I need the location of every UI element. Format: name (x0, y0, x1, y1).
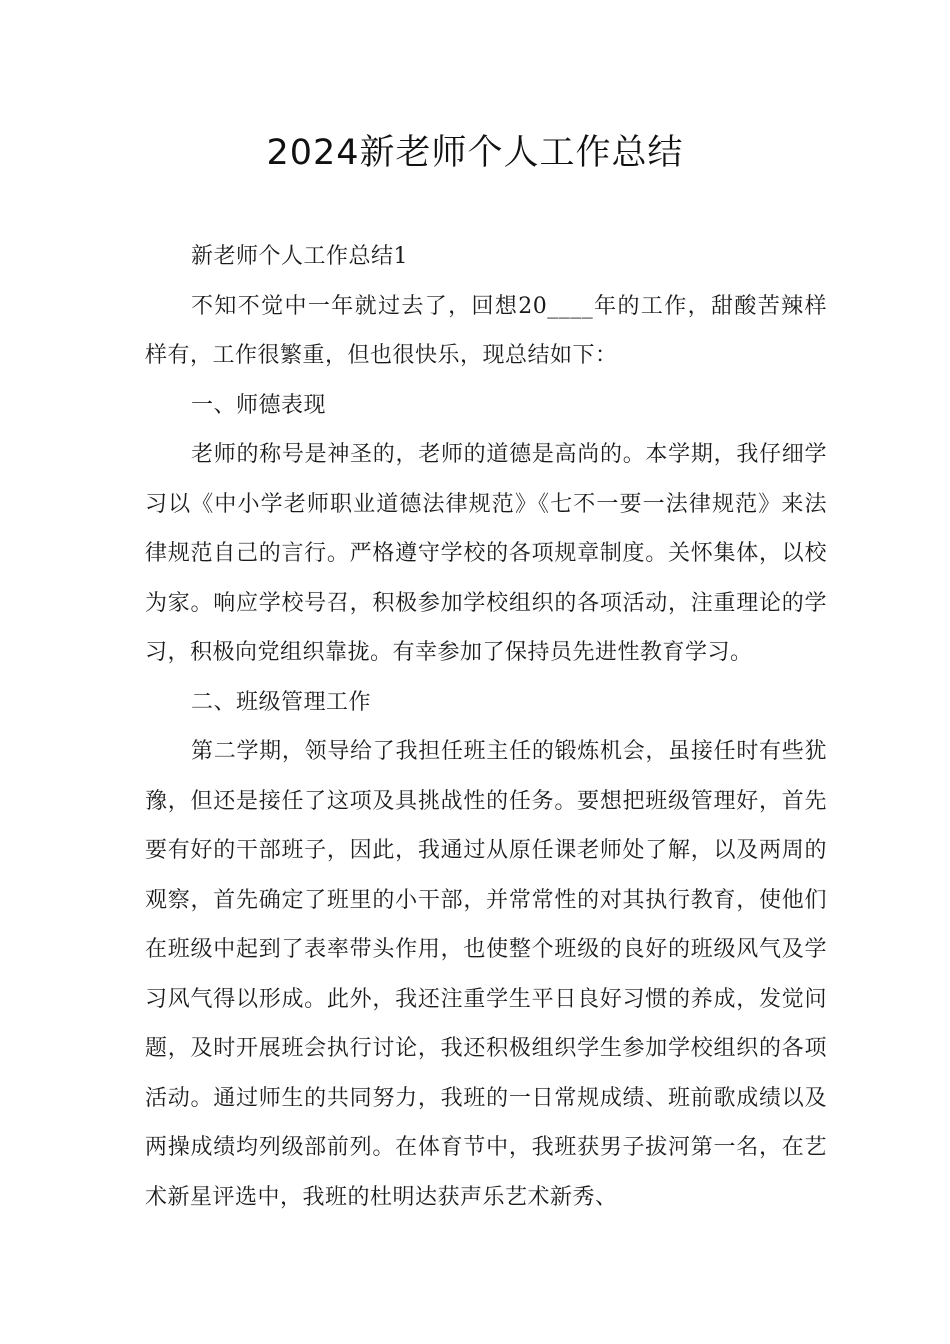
ethics-paragraph: 老师的称号是神圣的，老师的道德是高尚的。本学期，我仔细学习以《中小学老师职业道德法律规范》《七不一要一法律规范》来法律规范自己的言行。严格遵守学校的各项规章制度。关怀集体，以校为家。响应学校号召，积极参加学校组织的各项活动，注重理论的学习，积极向党组织靠拢。有幸参加了保持员先进性教育学习。 (145, 442, 827, 665)
document-title: 2024新老师个人工作总结 (266, 133, 684, 173)
section-heading-summary-1: 新老师个人工作总结1 (191, 244, 408, 269)
class-management-paragraph: 第二学期，领导给了我担任班主任的锻炼机会，虽接任时有些犹豫，但还是接任了这项及具挑战性的任务。要想把班级管理好，首先要有好的干部班子，因此，我通过从原任课老师处了解，以及两周的观察，首先确定了班里的小干部，并常常性的对其执行教育，使他们在班级中起到了表率带头作用，也使整个班级的良好的班级风气及学习风气得以形成。此外，我还注重学生平日良好习惯的养成，发觉问题，及时开展班会执行讨论，我还积极组织学生参加学校组织的各项活动。通过师生的共同努力，我班的一日常规成绩、班前歌成绩以及两操成绩均列级部前列。在体育节中，我班获男子拔河第一名，在艺术新星评选中，我班的杜明达获声乐艺术新秀、 (145, 739, 827, 1210)
document-body (145, 232, 827, 1222)
section-heading-ethics: 一、师德表现 (191, 392, 327, 418)
section-heading-class-management: 二、班级管理工作 (191, 689, 372, 715)
intro-paragraph: 不知不觉中一年就过去了，回想20____年的工作，甜酸苦辣样样有，工作很繁重，但也很快乐，现总结如下： (145, 293, 827, 368)
